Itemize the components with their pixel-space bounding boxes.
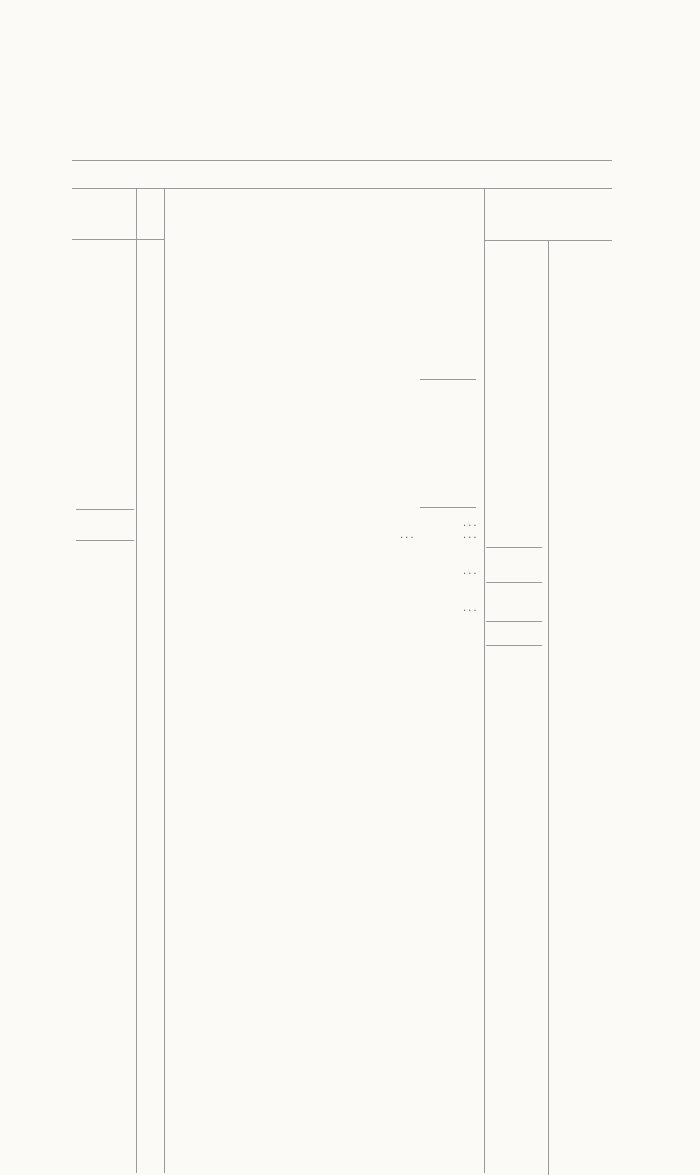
less-amount	[488, 566, 538, 578]
salaries-total	[488, 628, 538, 640]
rule-general-total	[420, 379, 476, 380]
allowance-officer-amount	[488, 518, 538, 530]
rule-header	[72, 188, 612, 189]
rule-persons-total	[76, 509, 134, 510]
rule-subtotal2	[486, 582, 542, 583]
rule-left-cols	[72, 239, 164, 240]
rule-nonperm-total	[420, 507, 476, 508]
col-divider-item	[164, 188, 165, 1173]
leader-dots: ...	[463, 566, 479, 577]
leader-dots: ...	[463, 603, 479, 614]
col-divider-pounds	[548, 240, 549, 1175]
nonperm-total	[488, 506, 538, 518]
rule-salaries-total-under	[486, 645, 542, 646]
rule-subtotal1	[486, 547, 542, 548]
col-divider-amounts	[484, 188, 485, 1173]
rule-salaries-total	[486, 621, 542, 622]
rule-persons-under	[76, 540, 134, 541]
general-total	[488, 381, 538, 393]
col-divider-persons	[136, 188, 137, 1173]
increase-amount	[488, 603, 538, 615]
leader-dots: ...	[463, 518, 479, 529]
leader-dots: ...	[400, 530, 416, 541]
cadets-amount	[488, 530, 538, 542]
subtotal-1	[488, 552, 538, 564]
rule-top	[72, 160, 612, 161]
leader-dots: ...	[463, 530, 479, 541]
subtotal-2	[488, 591, 538, 603]
